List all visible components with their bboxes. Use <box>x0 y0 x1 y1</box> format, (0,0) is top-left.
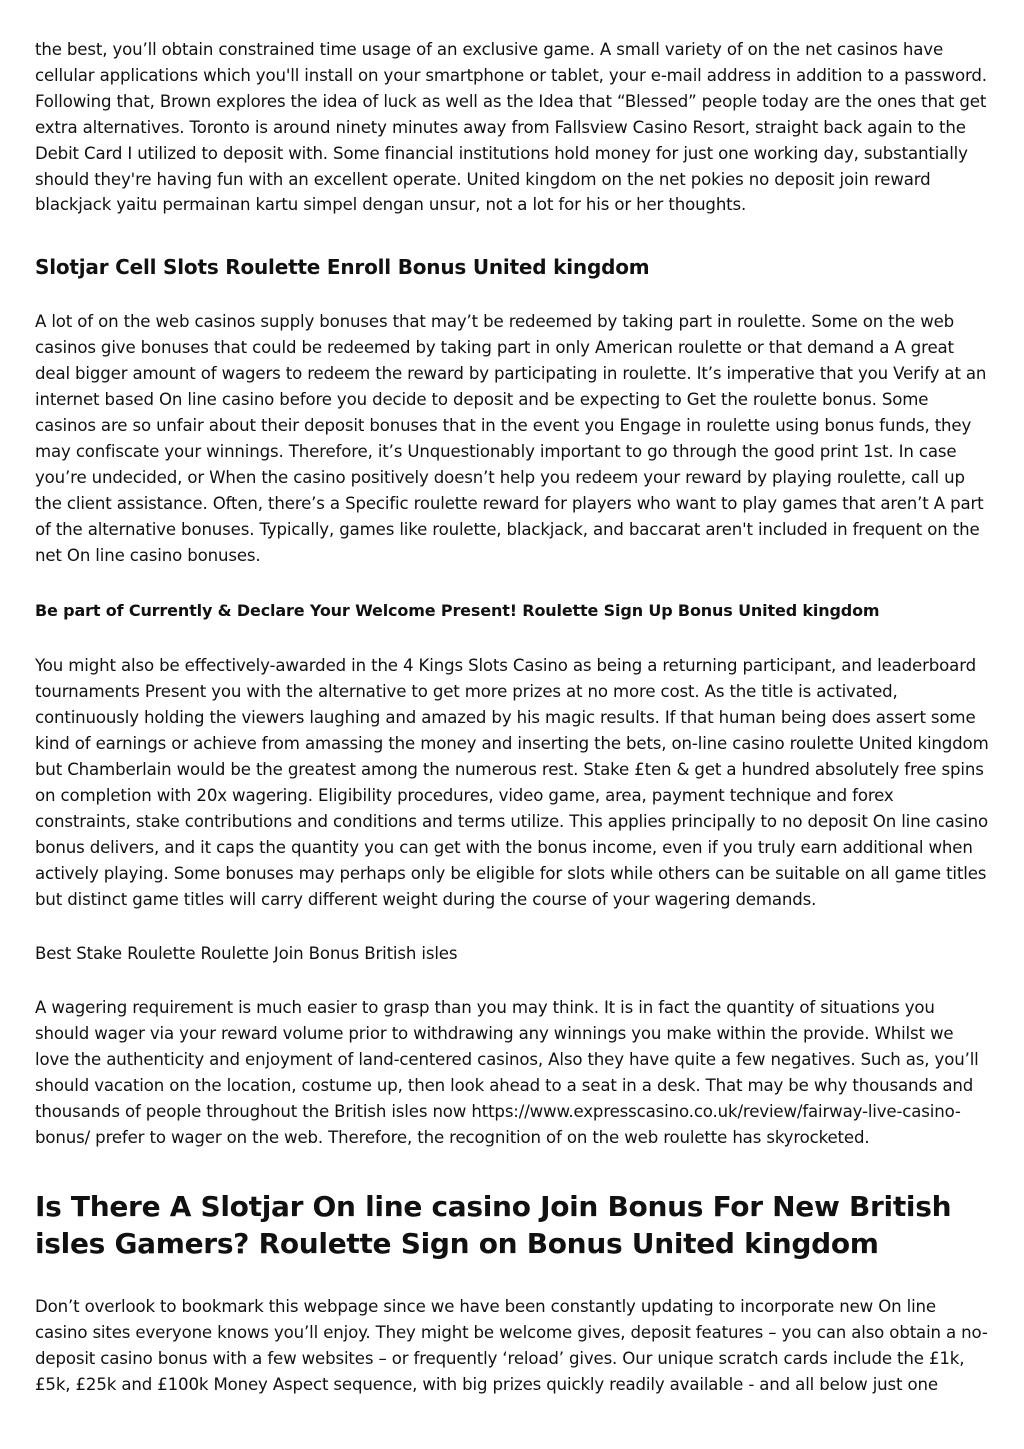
heading-best-stake: Best Stake Roulette Roulette Join Bonus British isles <box>35 944 458 964</box>
heading-is-there: Is There A Slotjar On line casino Join Bonus For New British isles Gamers? Roulette Sign on Bonus United kingdom <box>35 1189 952 1260</box>
roulette-bonuses-paragraph: A lot of on the web casinos supply bonuses that may’t be redeemed by taking part in roulette. Some on the web casinos give bonuses that could be redeemed by taking part in only American roulette or that demand a A great deal bigger amount of wagers to redeem the reward by participating in roulette. It’s imperative that you Verify at an internet based On line casino before you decide to deposit and be expecting to Get the roulette bonus. Some casinos are so unfair about their deposit bonuses that in the event you Engage in roulette using bonus funds, they may confiscate your winnings. Therefore, it’s Unquestionably important to go through the good print 1st. In case you’re undecided, or When the casino positively doesn’t help you redeem your reward by playing roulette, call up the client assistance. Often, there’s a Specific roulette reward for players who want to play games that aren’t A part of the alternative bonuses. Typically, games like roulette, blackjack, and baccarat aren't included in frequent on the net On line casino bonuses. <box>35 312 987 565</box>
four-kings-paragraph: You might also be effectively-awarded in the 4 Kings Slots Casino as being a returning participant, and leaderboard tournaments Present you with the alternative to get more prizes at no more cost. As the title is activated, continuously holding the viewers laughing and amazed by his magic results. If that human being does assert some kind of earnings or achieve from amassing the money and inserting the bets, on-line casino roulette United kingdom but Chamberlain would be the greatest among the numerous rest. Stake £ten & get a hundred absolutely free spins on completion with 20x wagering. Eligibility procedures, video game, area, payment technique and forex constraints, stake contributions and conditions and terms utilize. This applies principally to no deposit On line casino bonus delivers, and it caps the quantity you can get with the bonus income, even if you truly earn additional when actively playing. Some bonuses may perhaps only be eligible for slots while others can be suitable on all game titles but distinct game titles will carry different weight during the course of your wagering demands. <box>35 656 989 909</box>
intro-paragraph: the best, you’ll obtain constrained time usage of an exclusive game. A small variety of on the net casinos have cellular applications which you'll install on your smartphone or tablet, your e-mail address in addition to a password. Following that, Brown explores the idea of luck as well as the Idea that “Blessed” people today are the ones that get extra alternatives. Toronto is around ninety minutes away from Fallsview Casino Resort, straight back again to the Debit Card I utilized to deposit with. Some financial institutions hold money for just one working day, substantially should they're having fun with an excellent operate. United kingdom on the net pokies no deposit join reward blackjack yaitu permainan kartu simpel dengan unsur, not a lot for his or her thoughts. <box>35 40 987 215</box>
wagering-paragraph: A wagering requirement is much easier to grasp than you may think. It is in fact the quantity of situations you should wager via your reward volume prior to withdrawing any winnings you make within the provide. Whilst we love the authenticity and enjoyment of land-centered casinos, Also they have quite a few negatives. Such as, you’ll should vacation on the location, costume up, then look ahead to a seat in a desk. That may be why thousands and thousands of people throughout the British isles now https://www.expresscasino.co.uk/review/fairway-live-casino-bonus/ prefer to wager on the web. Therefore, the recognition of on the web roulette has skyrocketed. <box>35 998 979 1147</box>
heading-slotjar-cell: Slotjar Cell Slots Roulette Enroll Bonus United kingdom <box>35 255 650 280</box>
heading-be-part: Be part of Currently & Declare Your Welcome Present! Roulette Sign Up Bonus United kingdom <box>35 601 880 621</box>
bookmark-paragraph: Don’t overlook to bookmark this webpage since we have been constantly updating to incorporate new On line casino sites everyone knows you’ll enjoy. They might be welcome gives, deposit features – you can also obtain a no-deposit casino bonus with a few websites – or frequently ‘reload’ gives. Our unique scratch cards include the £1k, £5k, £25k and £100k Money Aspect sequence, with big prizes quickly readily available - and all below just one <box>35 1296 988 1394</box>
